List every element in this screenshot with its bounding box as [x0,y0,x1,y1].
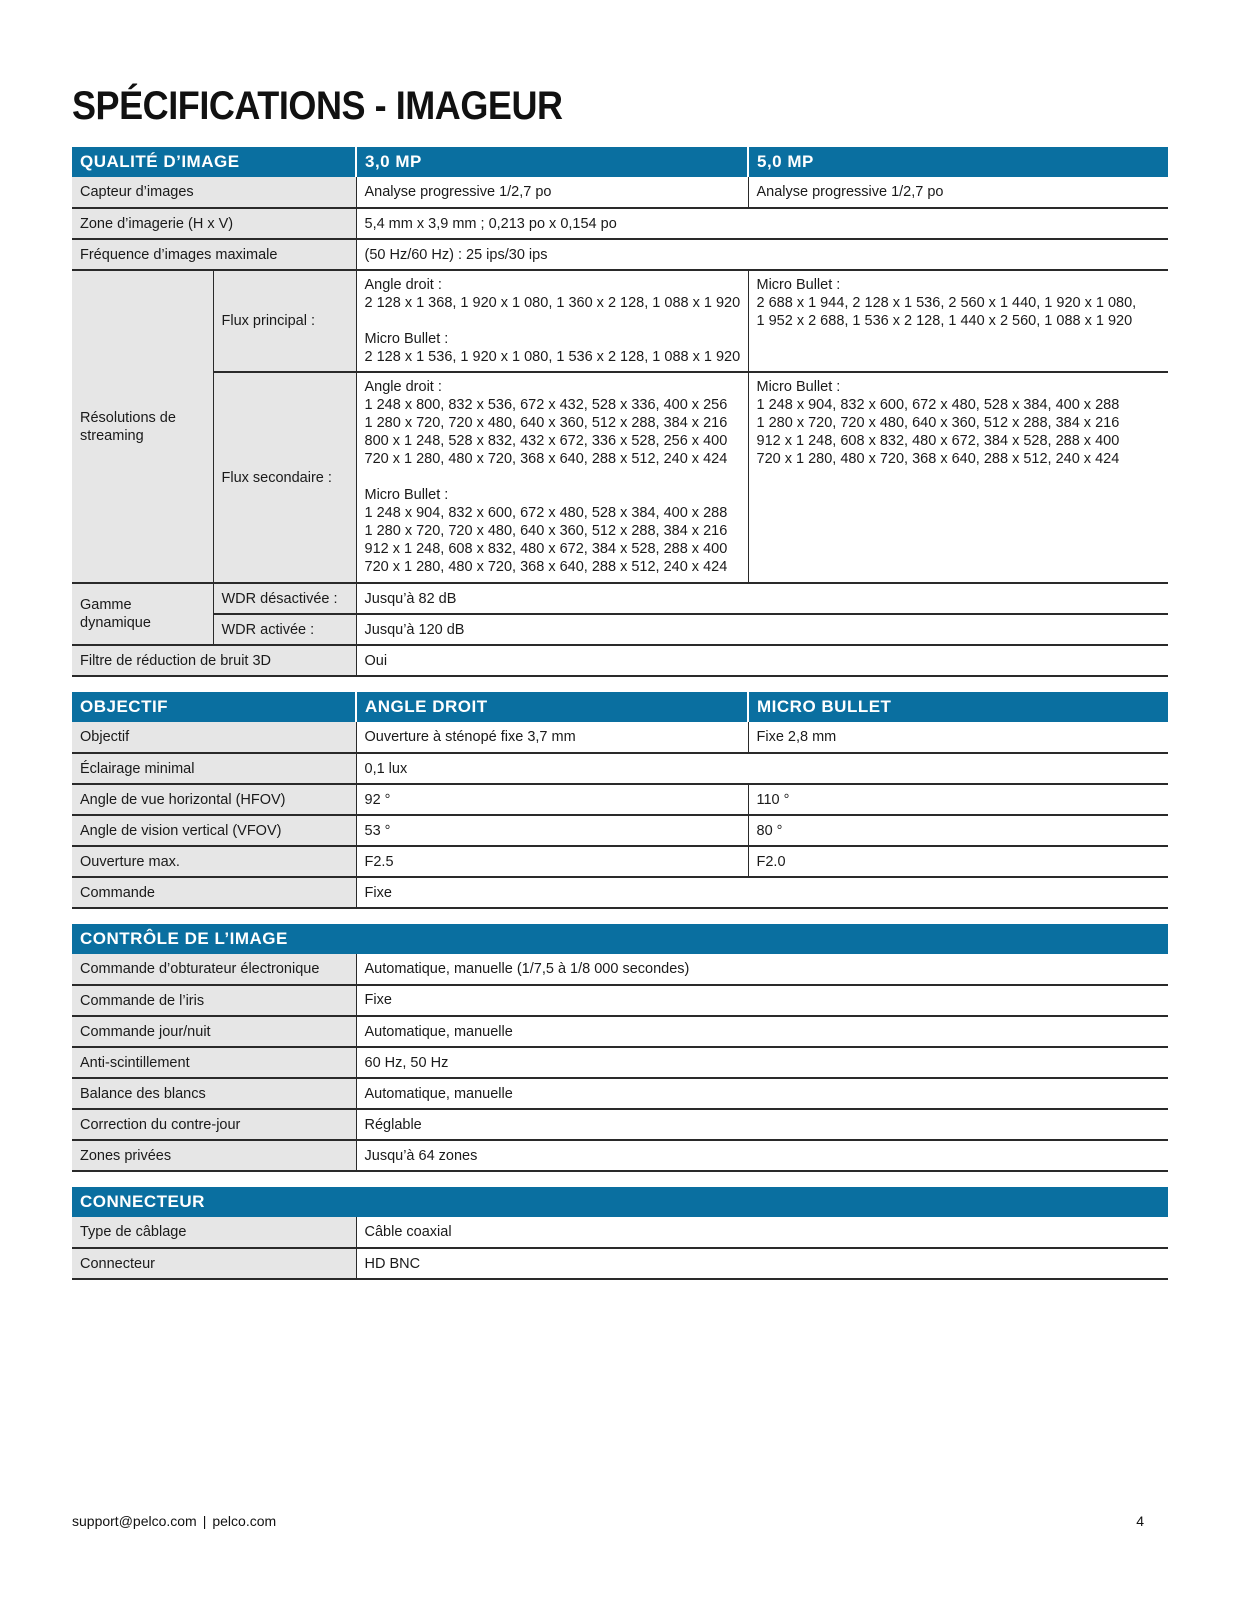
text-line: 2 688 x 1 944, 2 128 x 1 536, 2 560 x 1 440, 1 920 x 1 080, [756,295,1137,311]
row-label: Commande jour/nuit [72,1016,356,1047]
row-label: Commande d’obturateur électronique [72,954,356,985]
sub-label: WDR activée : [213,614,356,645]
table-row [72,784,1168,815]
section-header: CONNECTEUR [72,1187,1168,1217]
text-line: Angle droit : [364,379,442,395]
cell-value: F2.0 [748,846,1168,877]
text-line: 720 x 1 280, 480 x 720, 368 x 640, 288 x 512, 240 x 424 [364,559,728,575]
label-line: streaming [80,427,144,444]
row-label: Balance des blancs [72,1078,356,1109]
cell-value: Automatique, manuelle (1/7,5 à 1/8 000 secondes) [356,954,1168,985]
cell-value: Oui [356,645,1168,676]
column-header: 5,0 MP [748,147,1168,177]
table-header [72,924,1168,954]
support-email-link[interactable]: support@pelco.com [72,1513,197,1529]
text-line: Micro Bullet : [364,331,449,347]
row-label: Ouverture max. [72,846,356,877]
table-header [72,1187,1168,1217]
sub-label: Flux secondaire : [213,372,356,583]
row-label: Correction du contre-jour [72,1109,356,1140]
row-label: Commande [72,877,356,908]
cell-value [748,270,1168,372]
lens-table [72,692,1168,909]
cell-value: 92 ° [356,784,748,815]
section-header: OBJECTIF [72,692,356,722]
cell-value: F2.5 [356,846,748,877]
cell-value [748,372,1168,583]
page-number: 4 [1136,1513,1144,1529]
cell-value: 110 ° [748,784,1168,815]
cell-value [356,270,748,372]
text-line: 1 280 x 720, 720 x 480, 640 x 360, 512 x 288, 384 x 216 [756,415,1120,431]
row-label: Filtre de réduction de bruit 3D [72,645,356,676]
table-row [72,846,1168,877]
section-header: QUALITÉ D’IMAGE [72,147,356,177]
table-row [72,177,1168,208]
table-row [72,753,1168,784]
text-line: 1 952 x 2 688, 1 536 x 2 128, 1 440 x 2 560, 1 088 x 1 920 [756,313,1133,329]
text-line: 720 x 1 280, 480 x 720, 368 x 640, 288 x 512, 240 x 424 [364,451,728,467]
row-label [72,270,213,583]
text-line: 1 248 x 904, 832 x 600, 672 x 480, 528 x 384, 400 x 288 [364,505,728,521]
row-label: Type de câblage [72,1217,356,1248]
cell-value: Fixe [356,985,1168,1016]
cell-value: Fixe 2,8 mm [748,722,1168,753]
table-row [72,1016,1168,1047]
table-row [72,583,1168,614]
row-label: Connecteur [72,1248,356,1279]
image-control-table [72,924,1168,1172]
row-label: Objectif [72,722,356,753]
sub-label: Flux principal : [213,270,356,372]
table-row [72,645,1168,676]
table-row [72,270,1168,372]
row-label: Angle de vision vertical (VFOV) [72,815,356,846]
row-label: Angle de vue horizontal (HFOV) [72,784,356,815]
row-label: Fréquence d’images maximale [72,239,356,270]
column-header: ANGLE DROIT [356,692,748,722]
cell-value: Automatique, manuelle [356,1016,1168,1047]
table-row [72,1140,1168,1171]
text-line: Micro Bullet : [756,379,841,395]
table-row [72,1047,1168,1078]
cell-value: 60 Hz, 50 Hz [356,1047,1168,1078]
table-row [72,985,1168,1016]
cell-value: Jusqu’à 64 zones [356,1140,1168,1171]
sub-label: WDR désactivée : [213,583,356,614]
column-header: MICRO BULLET [748,692,1168,722]
table-header [72,692,1168,722]
row-label: Zone d’imagerie (H x V) [72,208,356,239]
cell-value: Jusqu’à 82 dB [356,583,1168,614]
image-quality-table [72,147,1168,677]
cell-value: Réglable [356,1109,1168,1140]
cell-value: 0,1 lux [356,753,1168,784]
cell-value [356,372,748,583]
table-row [72,1217,1168,1248]
cell-value: 53 ° [356,815,748,846]
section-header: CONTRÔLE DE L’IMAGE [72,924,1168,954]
cell-value: HD BNC [356,1248,1168,1279]
table-row [72,614,1168,645]
text-line: Angle droit : [364,277,442,293]
text-line: 912 x 1 248, 608 x 832, 480 x 672, 384 x 528, 288 x 400 [364,541,728,557]
text-line: 800 x 1 248, 528 x 832, 432 x 672, 336 x 528, 256 x 400 [364,433,728,449]
text-line: 912 x 1 248, 608 x 832, 480 x 672, 384 x 528, 288 x 400 [756,433,1120,449]
table-row [72,208,1168,239]
table-row [72,372,1168,583]
row-label: Capteur d’images [72,177,356,208]
website-link[interactable]: pelco.com [212,1513,277,1529]
table-row [72,1248,1168,1279]
cell-value: (50 Hz/60 Hz) : 25 ips/30 ips [356,239,1168,270]
text-line: 720 x 1 280, 480 x 720, 368 x 640, 288 x 512, 240 x 424 [756,451,1120,467]
cell-value: Analyse progressive 1/2,7 po [356,177,748,208]
table-header [72,147,1168,177]
cell-value: 80 ° [748,815,1168,846]
cell-value: 5,4 mm x 3,9 mm ; 0,213 po x 0,154 po [356,208,1168,239]
table-row [72,1078,1168,1109]
cell-value: Ouverture à sténopé fixe 3,7 mm [356,722,748,753]
row-label: Anti-scintillement [72,1047,356,1078]
row-label: Éclairage minimal [72,753,356,784]
row-label: Commande de l’iris [72,985,356,1016]
connector-table [72,1187,1168,1280]
label-line: Résolutions de [80,409,176,426]
row-label: Gamme dynamique [72,583,213,645]
text-line: 2 128 x 1 368, 1 920 x 1 080, 1 360 x 2 128, 1 088 x 1 920 [364,295,741,311]
row-label: Zones privées [72,1140,356,1171]
text-line: 1 280 x 720, 720 x 480, 640 x 360, 512 x 288, 384 x 216 [364,415,728,431]
text-line: 1 248 x 904, 832 x 600, 672 x 480, 528 x 384, 400 x 288 [756,397,1120,413]
table-row [72,1109,1168,1140]
cell-value: Jusqu’à 120 dB [356,614,1168,645]
text-line: 1 280 x 720, 720 x 480, 640 x 360, 512 x 288, 384 x 216 [364,523,728,539]
text-line: Micro Bullet : [364,487,449,503]
text-line: 1 248 x 800, 832 x 536, 672 x 432, 528 x 336, 400 x 256 [364,397,728,413]
text-line: Micro Bullet : [756,277,841,293]
cell-value: Automatique, manuelle [356,1078,1168,1109]
table-row [72,722,1168,753]
column-header: 3,0 MP [356,147,748,177]
cell-value: Analyse progressive 1/2,7 po [748,177,1168,208]
footer-divider: | [202,1513,207,1529]
cell-value: Fixe [356,877,1168,908]
page-title: SPÉCIFICATIONS - IMAGEUR [72,84,563,128]
table-row [72,239,1168,270]
table-row [72,815,1168,846]
table-row [72,954,1168,985]
cell-value: Câble coaxial [356,1217,1168,1248]
footer-contact [72,1513,276,1529]
table-row [72,877,1168,908]
text-line: 2 128 x 1 536, 1 920 x 1 080, 1 536 x 2 128, 1 088 x 1 920 [364,349,741,365]
